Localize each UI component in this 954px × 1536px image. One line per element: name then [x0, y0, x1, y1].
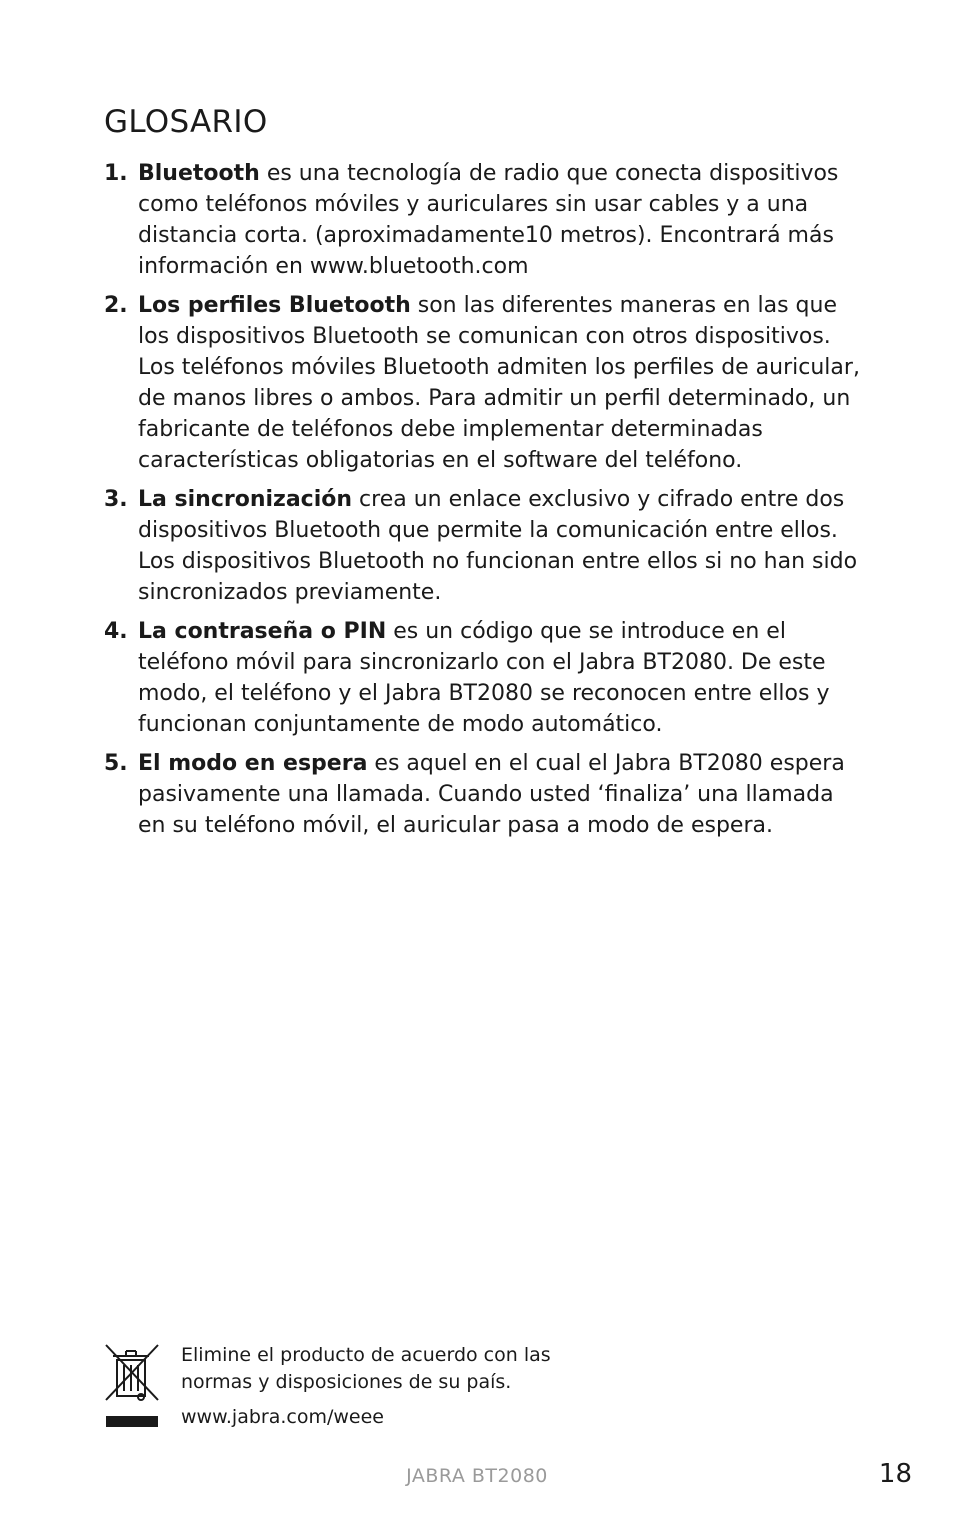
weee-text — [181, 1342, 651, 1431]
item-number: 3. — [104, 487, 128, 512]
item-number: 4. — [104, 619, 128, 644]
item-number: 5. — [104, 751, 128, 776]
weee-link[interactable]: www.jabra.com/weee — [181, 1406, 384, 1428]
glossary-item — [104, 616, 864, 740]
item-text: es aquel en el cual el Jabra BT2080 espera pasivamente una llamada. Cuando usted ‘finaliza’ una llamada en su teléfono móvil, el auricular pasa a modo de espera. — [138, 751, 845, 838]
weee-notice — [104, 1342, 664, 1442]
item-text: es una tecnología de radio que conecta dispositivos como teléfonos móviles y auriculares sin usar cables y a una distancia corta. (aproximadamente10 metros). Encontrará más información en www.bluetooth.com — [138, 161, 839, 279]
glossary-list — [104, 158, 864, 849]
weee-line-1: Elimine el producto de acuerdo con las — [181, 1344, 551, 1366]
item-text: son las diferentes maneras en las que los dispositivos Bluetooth se comunican con otros dispositivos. Los teléfonos móviles Bluetooth admiten los perfiles de auricular, de manos libres o ambos. Para admitir un perfil determinado, un fabricante de teléfonos debe implementar determinadas características obligatorias en el software del teléfono. — [138, 293, 860, 473]
glossary-item — [104, 748, 864, 841]
glossary-item — [104, 484, 864, 608]
item-term: El modo en espera — [138, 751, 368, 776]
crossed-out-bin-icon — [104, 1342, 160, 1428]
item-number: 1. — [104, 161, 128, 186]
item-text: crea un enlace exclusivo y cifrado entre dos dispositivos Bluetooth que permite la comunicación entre ellos. Los dispositivos Bluetooth no funcionan entre ellos si no han sido sincronizados previamente. — [138, 487, 858, 605]
item-term: La sincronización — [138, 487, 353, 512]
glossary-item — [104, 158, 864, 282]
page-title: GLOSARIO — [104, 104, 268, 140]
item-number: 2. — [104, 293, 128, 318]
item-term: La contraseña o PIN — [138, 619, 387, 644]
page-number: 18 — [878, 1459, 912, 1489]
glossary-item — [104, 290, 864, 476]
item-term: Bluetooth — [138, 161, 260, 186]
item-term: Los perfiles Bluetooth — [138, 293, 411, 318]
footer-product-name: JABRA BT2080 — [406, 1465, 548, 1487]
item-text: es un código que se introduce en el teléfono móvil para sincronizarlo con el Jabra BT2080. De este modo, el teléfono y el Jabra BT2080 se reconocen entre ellos y funcionan conjuntamente de modo automático. — [138, 619, 830, 737]
weee-line-2: normas y disposiciones de su país. — [181, 1371, 512, 1393]
